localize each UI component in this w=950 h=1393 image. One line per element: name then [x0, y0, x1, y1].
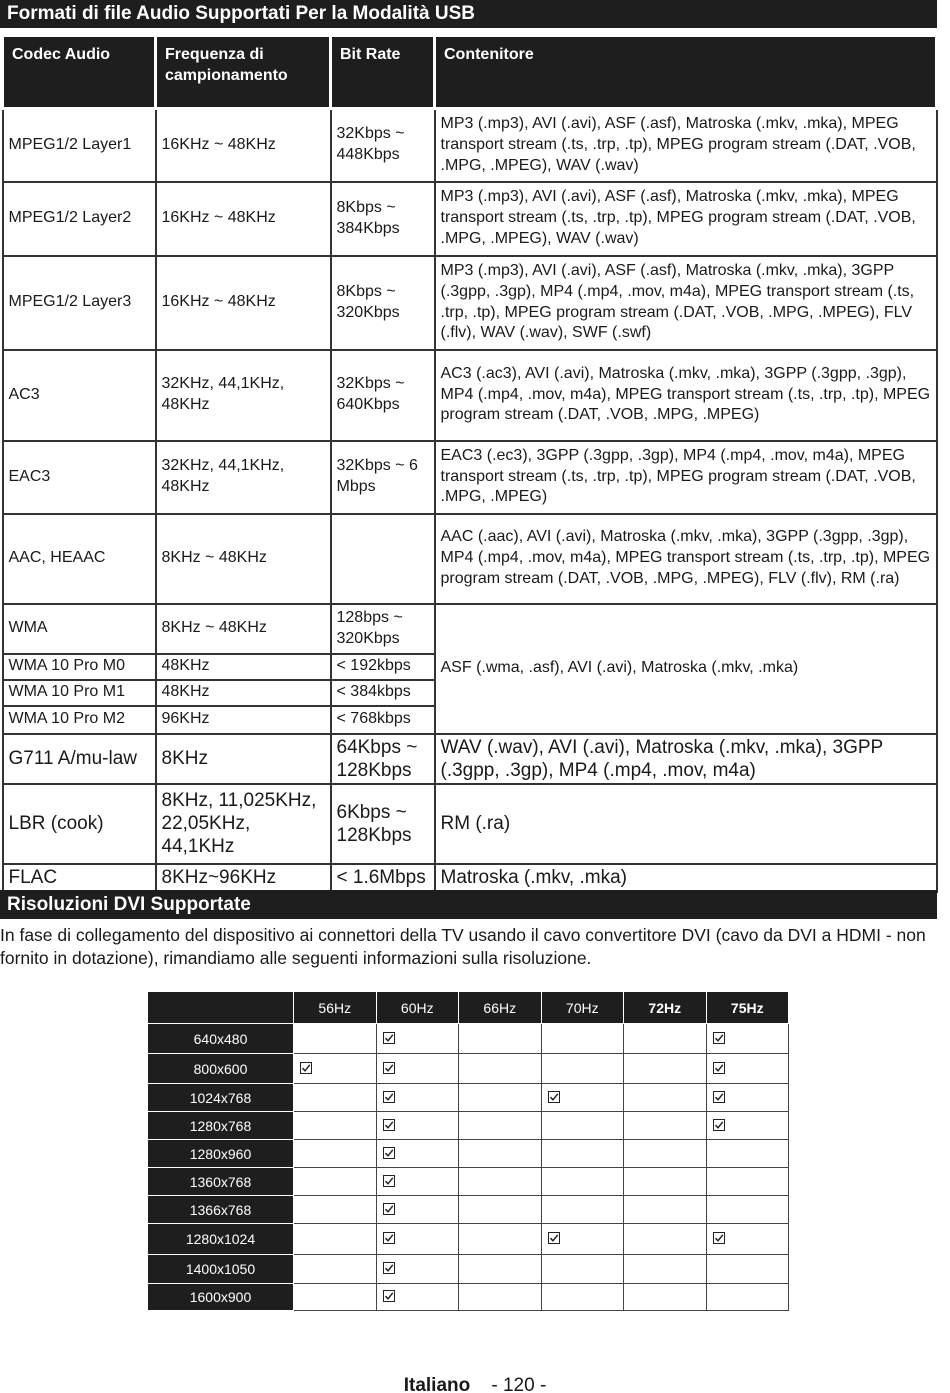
table-row — [3, 350, 937, 441]
container-cell: MP3 (.mp3), AVI (.avi), ASF (.asf), Matroska (.mkv, .mka), MPEG transport stream (.ts, .trp, .tp), MPEG program stream (.DAT, .VOB, .MPG, .MPEG), WAV (.wav) — [435, 182, 937, 256]
empty-cell — [459, 1255, 542, 1284]
empty-cell — [294, 1284, 377, 1311]
bitrate-cell: < 384kbps — [331, 680, 435, 706]
empty-cell — [541, 1284, 624, 1311]
resolution-label: 1280x1024 — [148, 1224, 294, 1255]
bitrate-cell: 64Kbps ~ 128Kbps — [331, 734, 435, 784]
resolution-label: 640x480 — [148, 1024, 294, 1054]
table-row — [3, 109, 937, 182]
frequency-cell: 32KHz, 44,1KHz, 48KHz — [156, 441, 331, 514]
empty-cell — [624, 1112, 707, 1140]
container-cell: ASF (.wma, .asf), AVI (.avi), Matroska (.mkv, .mka) — [435, 604, 937, 734]
empty-cell — [541, 1196, 624, 1224]
resolution-label: 1600x900 — [148, 1284, 294, 1311]
empty-cell — [294, 1024, 377, 1054]
header-container: Contenitore — [435, 36, 937, 109]
supported-cell — [706, 1084, 789, 1112]
table-row — [3, 514, 937, 604]
frequency-cell: 48KHz — [156, 654, 331, 680]
supported-cell — [541, 1084, 624, 1112]
supported-cell — [376, 1140, 459, 1168]
table-row — [3, 734, 937, 784]
empty-cell — [541, 1140, 624, 1168]
resolution-label: 1360x768 — [148, 1168, 294, 1196]
empty-cell — [459, 1024, 542, 1054]
codec-cell: MPEG1/2 Layer1 — [3, 109, 156, 182]
freq-header: 75Hz — [706, 992, 789, 1024]
checkbox-checked-icon — [383, 1062, 395, 1074]
bitrate-cell: 128bps ~ 320Kbps — [331, 604, 435, 654]
empty-cell — [541, 1112, 624, 1140]
checkbox-checked-icon — [383, 1232, 395, 1244]
table-row — [148, 1112, 789, 1140]
supported-cell — [376, 1054, 459, 1084]
audio-formats-table — [1, 34, 938, 893]
empty-cell — [294, 1168, 377, 1196]
empty-cell — [541, 1024, 624, 1054]
frequency-cell: 8KHz, 11,025KHz, 22,05KHz, 44,1KHz — [156, 784, 331, 864]
freq-header: 56Hz — [294, 992, 377, 1024]
codec-cell: WMA 10 Pro M0 — [3, 654, 156, 680]
header-bitrate: Bit Rate — [331, 36, 435, 109]
empty-cell — [706, 1196, 789, 1224]
frequency-cell: 16KHz ~ 48KHz — [156, 182, 331, 256]
bitrate-cell: 32Kbps ~ 640Kbps — [331, 350, 435, 441]
dvi-section-title: Risoluzioni DVI Supportate — [0, 890, 937, 919]
empty-cell — [706, 1255, 789, 1284]
empty-cell — [624, 1284, 707, 1311]
empty-cell — [624, 1140, 707, 1168]
audio-section-title: Formati di file Audio Supportati Per la Modalità USB — [0, 0, 937, 28]
bitrate-cell: 32Kbps ~ 6 Mbps — [331, 441, 435, 514]
table-row — [148, 1024, 789, 1054]
checkbox-checked-icon — [548, 1232, 560, 1244]
empty-cell — [294, 1196, 377, 1224]
supported-cell — [376, 1024, 459, 1054]
resolution-label: 800x600 — [148, 1054, 294, 1084]
codec-cell: EAC3 — [3, 441, 156, 514]
container-cell: RM (.ra) — [435, 784, 937, 864]
empty-cell — [706, 1168, 789, 1196]
frequency-cell: 96KHz — [156, 706, 331, 734]
table-row — [148, 1255, 789, 1284]
table-row — [148, 1284, 789, 1311]
resolution-label: 1280x768 — [148, 1112, 294, 1140]
bitrate-cell — [331, 514, 435, 604]
empty-cell — [459, 1112, 542, 1140]
table-row — [3, 441, 937, 514]
resolution-label: 1400x1050 — [148, 1255, 294, 1284]
empty-cell — [541, 1255, 624, 1284]
bitrate-cell: 32Kbps ~ 448Kbps — [331, 109, 435, 182]
bitrate-cell: 8Kbps ~ 320Kbps — [331, 256, 435, 350]
table-row — [148, 1054, 789, 1084]
empty-cell — [459, 1284, 542, 1311]
frequency-cell: 8KHz~96KHz — [156, 864, 331, 892]
resolution-label: 1024x768 — [148, 1084, 294, 1112]
supported-cell — [706, 1024, 789, 1054]
page-footer — [0, 1375, 950, 1393]
supported-cell — [376, 1255, 459, 1284]
supported-cell — [294, 1054, 377, 1084]
container-cell: MP3 (.mp3), AVI (.avi), ASF (.asf), Matroska (.mkv, .mka), MPEG transport stream (.ts, .trp, .tp), MPEG program stream (.DAT, .VOB, .MPG, .MPEG), WAV (.wav) — [435, 109, 937, 182]
table-row — [148, 1140, 789, 1168]
bitrate-cell: < 1.6Mbps — [331, 864, 435, 892]
codec-cell: WMA — [3, 604, 156, 654]
table-row — [3, 182, 937, 256]
table-row — [3, 864, 937, 892]
empty-cell — [294, 1140, 377, 1168]
empty-cell — [459, 1196, 542, 1224]
checkbox-checked-icon — [383, 1119, 395, 1131]
resolution-label: 1366x768 — [148, 1196, 294, 1224]
freq-header: 72Hz — [624, 992, 707, 1024]
bitrate-cell: 8Kbps ~ 384Kbps — [331, 182, 435, 256]
corner-cell — [148, 992, 294, 1024]
table-row — [148, 1196, 789, 1224]
supported-cell — [541, 1224, 624, 1255]
empty-cell — [624, 1024, 707, 1054]
codec-cell: MPEG1/2 Layer3 — [3, 256, 156, 350]
table-row — [3, 256, 937, 350]
checkbox-checked-icon — [713, 1119, 725, 1131]
empty-cell — [459, 1140, 542, 1168]
empty-cell — [459, 1084, 542, 1112]
empty-cell — [294, 1255, 377, 1284]
empty-cell — [459, 1054, 542, 1084]
checkbox-checked-icon — [713, 1032, 725, 1044]
checkbox-checked-icon — [383, 1203, 395, 1215]
container-cell: Matroska (.mkv, .mka) — [435, 864, 937, 892]
empty-cell — [624, 1054, 707, 1084]
frequency-cell: 8KHz — [156, 734, 331, 784]
checkbox-checked-icon — [383, 1032, 395, 1044]
freq-header: 70Hz — [541, 992, 624, 1024]
checkbox-checked-icon — [383, 1262, 395, 1274]
codec-cell: FLAC — [3, 864, 156, 892]
frequency-cell: 8KHz ~ 48KHz — [156, 604, 331, 654]
header-codec: Codec Audio — [3, 36, 156, 109]
empty-cell — [706, 1284, 789, 1311]
dvi-resolutions-table — [147, 991, 789, 1311]
checkbox-checked-icon — [383, 1290, 395, 1302]
table-row — [148, 1168, 789, 1196]
empty-cell — [459, 1224, 542, 1255]
checkbox-checked-icon — [300, 1062, 312, 1074]
checkbox-checked-icon — [383, 1175, 395, 1187]
bitrate-cell: < 768kbps — [331, 706, 435, 734]
page-number: - 120 - — [491, 1375, 547, 1393]
supported-cell — [706, 1112, 789, 1140]
supported-cell — [376, 1168, 459, 1196]
freq-header: 66Hz — [459, 992, 542, 1024]
dvi-description: In fase di collegamento del dispositivo ai connettori della TV usando il cavo convertitore DVI (cavo da DVI a HDMI - non fornito in dotazione), rimandiamo alle seguenti informazioni sulla risoluzione. — [0, 925, 926, 968]
supported-cell — [376, 1112, 459, 1140]
container-cell: AC3 (.ac3), AVI (.avi), Matroska (.mkv, .mka), 3GPP (.3gpp, .3gp), MP4 (.mp4, .mov, m4a), MPEG transport stream (.ts, .trp, .tp), MPEG program stream (.DAT, .VOB, .MPG, .MPEG) — [435, 350, 937, 441]
supported-cell — [376, 1284, 459, 1311]
frequency-cell: 8KHz ~ 48KHz — [156, 514, 331, 604]
empty-cell — [294, 1084, 377, 1112]
empty-cell — [541, 1168, 624, 1196]
codec-cell: WMA 10 Pro M1 — [3, 680, 156, 706]
bitrate-cell: 6Kbps ~ 128Kbps — [331, 784, 435, 864]
empty-cell — [294, 1224, 377, 1255]
container-cell: EAC3 (.ec3), 3GPP (.3gpp, .3gp), MP4 (.mp4, .mov, m4a), MPEG transport stream (.ts, .trp, .tp), MPEG program stream (.DAT, .VOB, .MPG, .MPEG) — [435, 441, 937, 514]
empty-cell — [624, 1255, 707, 1284]
freq-header: 60Hz — [376, 992, 459, 1024]
supported-cell — [376, 1196, 459, 1224]
empty-cell — [624, 1224, 707, 1255]
codec-cell: MPEG1/2 Layer2 — [3, 182, 156, 256]
container-cell: MP3 (.mp3), AVI (.avi), ASF (.asf), Matroska (.mkv, .mka), 3GPP (.3gpp, .3gp), MP4 (.mp4, .mov, m4a), MPEG transport stream (.ts, .trp, .tp), MPEG program stream (.DAT, .VOB, .MPG, .MPEG), FLV (.flv), WAV (.wav), SWF (.swf) — [435, 256, 937, 350]
supported-cell — [706, 1054, 789, 1084]
empty-cell — [706, 1140, 789, 1168]
table-row — [148, 1084, 789, 1112]
codec-cell: LBR (cook) — [3, 784, 156, 864]
empty-cell — [624, 1084, 707, 1112]
table-row — [148, 1224, 789, 1255]
checkbox-checked-icon — [383, 1091, 395, 1103]
footer-language: Italiano — [403, 1375, 471, 1393]
checkbox-checked-icon — [548, 1091, 560, 1103]
codec-cell: AC3 — [3, 350, 156, 441]
bitrate-cell: < 192kbps — [331, 654, 435, 680]
frequency-cell: 16KHz ~ 48KHz — [156, 109, 331, 182]
frequency-cell: 48KHz — [156, 680, 331, 706]
table-row — [3, 784, 937, 864]
supported-cell — [706, 1224, 789, 1255]
supported-cell — [376, 1084, 459, 1112]
empty-cell — [294, 1112, 377, 1140]
codec-cell: AAC, HEAAC — [3, 514, 156, 604]
codec-cell: WMA 10 Pro M2 — [3, 706, 156, 734]
supported-cell — [376, 1224, 459, 1255]
empty-cell — [459, 1168, 542, 1196]
checkbox-checked-icon — [713, 1232, 725, 1244]
empty-cell — [541, 1054, 624, 1084]
empty-cell — [624, 1196, 707, 1224]
checkbox-checked-icon — [713, 1062, 725, 1074]
frequency-cell: 32KHz, 44,1KHz, 48KHz — [156, 350, 331, 441]
container-cell: AAC (.aac), AVI (.avi), Matroska (.mkv, .mka), 3GPP (.3gpp, .3gp), MP4 (.mp4, .mov, m4a), MPEG transport stream (.ts, .trp, .tp), MPEG program stream (.DAT, .VOB, .MPG, .MPEG), FLV (.flv), RM (.ra) — [435, 514, 937, 604]
codec-cell: G711 A/mu-law — [3, 734, 156, 784]
checkbox-checked-icon — [713, 1091, 725, 1103]
header-frequency: Frequenza di campionamento — [156, 36, 331, 109]
container-cell: WAV (.wav), AVI (.avi), Matroska (.mkv, .mka), 3GPP (.3gpp, .3gp), MP4 (.mp4, .mov, m4a) — [435, 734, 937, 784]
empty-cell — [624, 1168, 707, 1196]
frequency-cell: 16KHz ~ 48KHz — [156, 256, 331, 350]
checkbox-checked-icon — [383, 1147, 395, 1159]
resolution-label: 1280x960 — [148, 1140, 294, 1168]
table-row — [3, 604, 937, 654]
